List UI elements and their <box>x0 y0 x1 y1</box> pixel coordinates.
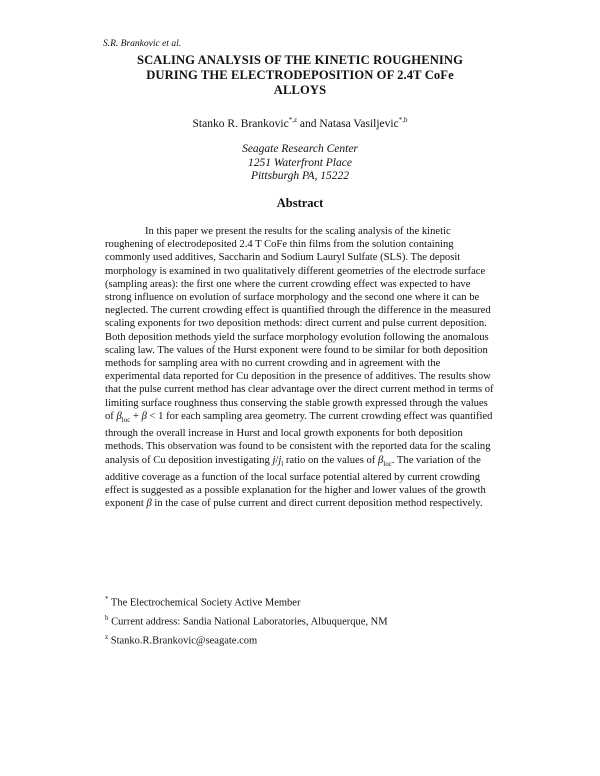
title-line: DURING THE ELECTRODEPOSITION OF 2.4T CoFe <box>146 68 454 82</box>
title-line: ALLOYS <box>273 83 327 97</box>
abstract-heading: Abstract <box>276 196 324 210</box>
footnote-text: Stanko.R.Brankovic@seagate.com <box>108 635 258 647</box>
abstract-text: ratio on the values of <box>283 454 378 466</box>
beta-symbol: β <box>146 498 152 510</box>
affiliation-line: 1251 Waterfront Place <box>248 156 352 169</box>
footnote-mark: b <box>105 614 109 622</box>
affiliation <box>100 143 500 184</box>
j-symbol: j <box>278 454 282 466</box>
footnote <box>105 592 388 611</box>
affiliation-line: Seagate Research Center <box>242 143 358 155</box>
abstract-text: In this paper we present the results for the scaling analysis of the kinetic roughening of electrodeposited 2.4 T CoFe thin films from the solution containing commonly used additives, Saccharin and Sodium Lauryl Sulfate (SLS). The deposit morphology is examined in two qualitatively different geometries of the electrode surface (sampling areas): the first one where the current crowding effect was expected to have strong influence on evolution of surface morphology and the second one where it can be neglected. The current crowding effect is quantified through the difference in the measured scaling exponents for two deposition methods: direct current and pulse current deposition. Both deposition methods yield the surface morphology evolution following the anomalous scaling law. The values of the Hurst exponent were found to be similar for both deposition methods for sampling area with no current crowding and in agreement with the experimental data reported for Cu deposition in the presence of additives. The results show that the pulse current method has clear advantage over the direct current method in terms of limiting surface roughness thus conserving the stable growth expressed through the values of <box>105 226 494 422</box>
footnote-text: Current address: Sandia National Laboratories, Albuquerque, NM <box>108 616 388 628</box>
author-marks: *,z <box>288 116 298 124</box>
footnote-mark: * <box>105 595 109 603</box>
loc-subscript: loc <box>121 415 131 424</box>
beta-symbol: β <box>116 410 122 422</box>
author-list <box>100 116 500 130</box>
footnote-mark: z <box>105 633 109 641</box>
author-name: Natasa Vasiljevic <box>319 117 399 130</box>
author-marks: *,b <box>398 116 408 124</box>
j-symbol: j <box>272 454 276 466</box>
footnote <box>105 611 388 630</box>
plus-sign: + <box>130 410 142 422</box>
less-than-one: < 1 <box>146 410 164 422</box>
title-line: SCALING ANALYSIS OF THE KINETIC ROUGHENING <box>136 53 463 67</box>
beta-symbol: β <box>377 454 384 466</box>
author-conjunction: and <box>299 117 317 130</box>
abstract-text: in the case of pulse current and direct current deposition method respectively. <box>151 498 483 510</box>
slash: / <box>275 454 279 466</box>
l-subscript: l <box>281 459 284 468</box>
footnotes <box>105 592 388 649</box>
footnote-text: The Electrochemical Society Active Member <box>108 597 301 609</box>
abstract-body <box>105 225 498 510</box>
author-name: Stanko R. Brankovic <box>192 117 289 130</box>
affiliation-line: Pittsburgh PA, 15222 <box>250 170 350 182</box>
running-head: S.R. Brankovic et al. <box>103 39 182 49</box>
beta-symbol: β <box>141 410 147 422</box>
abstract-text: . The variation of the additive coverage as a function of the local surface potential altered by current crowding effect is suggested as a possible explanation for the higher and lower values of the growth exponent <box>105 454 486 510</box>
paper-title <box>100 53 500 98</box>
abstract-text: for each sampling area geometry. The current crowding effect was quantified through the overall increase in Hurst and local growth exponents for both deposition methods. This observation was found to be consistent with the reported data for the scaling analysis of Cu deposition investigating <box>105 410 493 466</box>
loc-subscript: loc <box>383 459 392 468</box>
footnote <box>105 630 388 649</box>
